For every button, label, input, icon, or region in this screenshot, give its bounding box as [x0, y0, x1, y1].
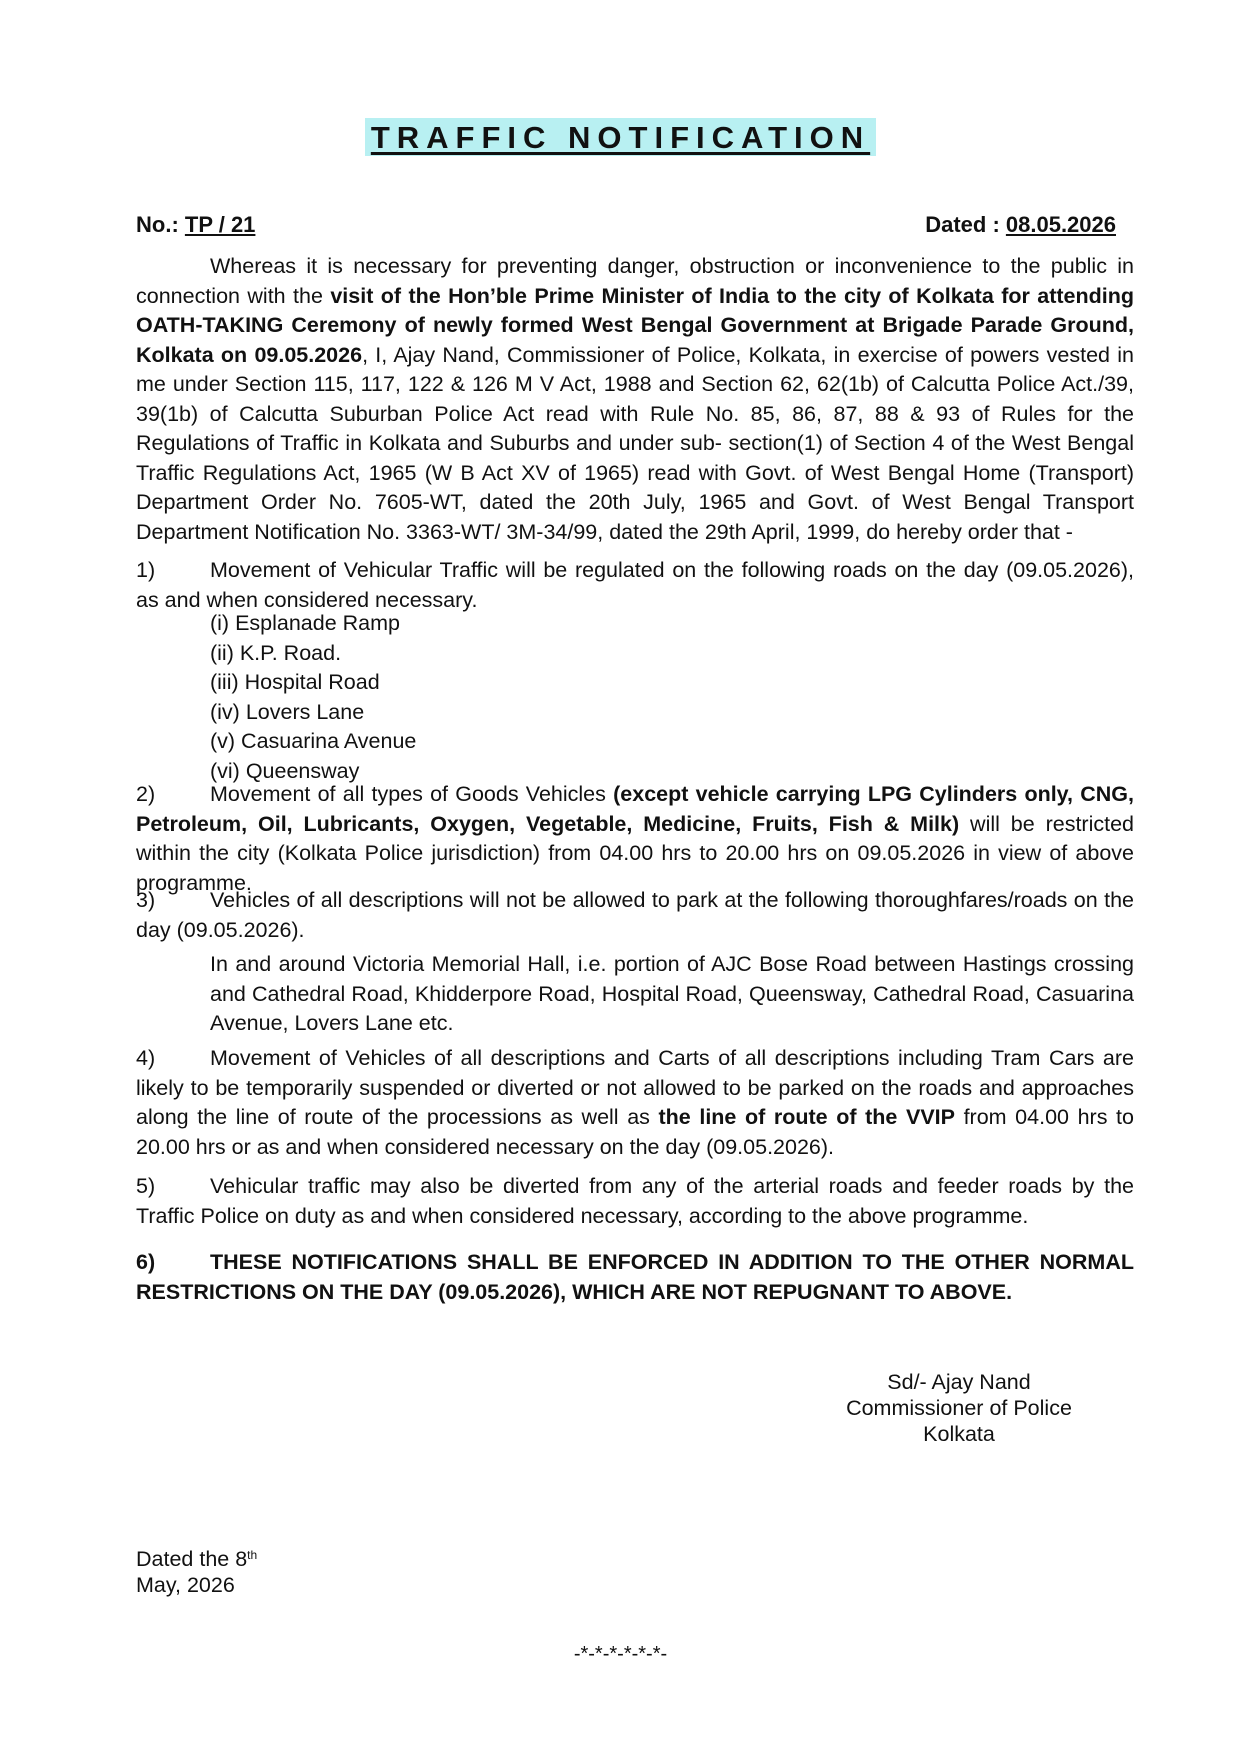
dated-footer: Dated the 8th May, 2026 [136, 1547, 258, 1597]
list-item: (iv) Lovers Lane [210, 699, 365, 724]
end-marker: -*-*-*-*-*-*- [573, 1643, 668, 1665]
list-item: (v) Casuarina Avenue [210, 729, 417, 753]
no-parking-areas: In and around Victoria Memorial Hall, i.e. portion of AJC Bose Road between Hastings crossing and Cathedral Road, Khidderpore Road, Hospital Road, Queensway, Cathedral Road, Casuarina Avenue, Lovers Lane etc. [210, 952, 1134, 1035]
list-item: (iii) Hospital Road [210, 670, 380, 694]
preamble-paragraph: Whereas it is necessary for preventing danger, obstruction or inconvenience to the public in connection with the visit of the Hon’ble Prime Minister of India to the city of Kolkata for attending OATH-TAKING Ceremony of newly formed West Bengal Government at Brigade Parade Ground, Kolkata on 09.05.2026, I, Ajay Nand, Commissioner of Police, Kolkata, in exercise of powers vested in me under Section 115, 117, 122 & 126 M V Act, 1988 and Section 62, 62(1b) of Calcutta Police Act./39, 39(1b) of Calcutta Suburban Police Act read with Rule No. 85, 86, 87, 88 & 93 of Rules for the Regulations of Traffic in Kolkata and Suburbs and under sub- section(1) of Section 4 of the West Bengal Traffic Regulations Act, 1965 (W B Act XV of 1965) read with Govt. of West Bengal Home (Transport) Department Order No. 7605-WT, dated the 20th July, 1965 and Govt. of West Bengal Transport Department Notification No. 3363-WT/ 3M-34/99, dated the 29th April, 1999, do hereby order that - [136, 254, 1135, 544]
order-item-6: 6) THESE NOTIFICATIONS SHALL BE ENFORCED IN ADDITION TO THE OTHER NORMAL RESTRICTIONS ON THE DAY (09.05.2026), WHICH ARE NOT REPUGNANT TO ABOVE. [136, 1250, 1134, 1304]
order-item-3: 3) Vehicles of all descriptions will not be allowed to park at the following thoroughfares/roads on the day (09.05.2026). [136, 888, 1134, 942]
order-item-4: 4) Movement of Vehicles of all descriptions and Carts of all descriptions including Tram Cars are likely to be temporarily suspended or diverted or not allowed to be parked on the roads and approaches along the line of route of the processions as well as the line of route of the VVIP from 04.00 hrs to 20.00 hrs or as and when considered necessary on the day (09.05.2026). [136, 1046, 1134, 1159]
list-item: (ii) K.P. Road. [210, 640, 342, 665]
page-title: TRAFFIC NOTIFICATION [0, 118, 1241, 156]
regulated-roads-list [210, 609, 416, 786]
signature-block: Sd/- Ajay Nand Commissioner of Police Kolkata [846, 1370, 1072, 1446]
order-item-1: 1) Movement of Vehicular Traffic will be regulated on the following roads on the day (09.05.2026), as and when considered necessary. [136, 558, 1134, 612]
notification-date: Dated : 08.05.2026 [925, 212, 1116, 237]
list-item: (i) Esplanade Ramp [210, 611, 401, 635]
reference-line: No.: TP / 21 Dated : 08.05.2026 [136, 212, 1116, 237]
order-item-5: 5) Vehicular traffic may also be diverted from any of the arterial roads and feeder roads by the Traffic Police on duty as and when considered necessary, according to the above programme. [136, 1174, 1134, 1228]
order-item-2: 2) Movement of all types of Goods Vehicles (except vehicle carrying LPG Cylinders only, CNG, Petroleum, Oil, Lubricants, Oxygen, Vegetable, Medicine, Fruits, Fish & Milk) will be restricted within the city (Kolkata Police jurisdiction) from 04.00 hrs to 20.00 hrs on 09.05.2026 in view of above programme. [136, 782, 1134, 895]
list-item: (vi) Queensway [210, 758, 360, 783]
reference-number: TP / 21 [184, 212, 256, 237]
